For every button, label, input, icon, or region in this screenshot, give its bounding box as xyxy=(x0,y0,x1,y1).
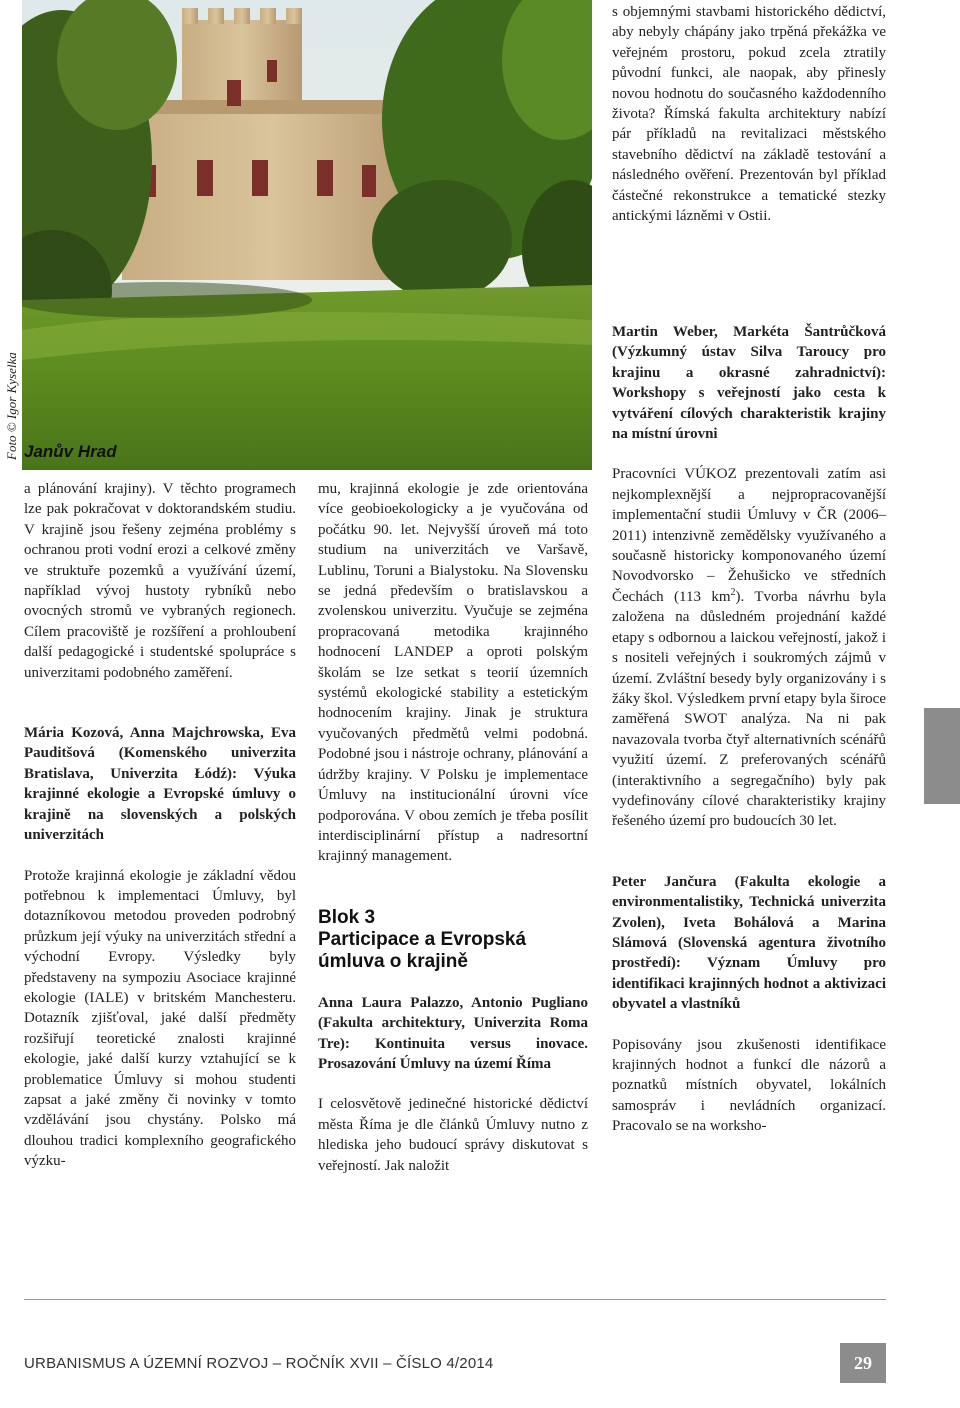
column-3 xyxy=(612,322,886,1137)
section-tab-marker xyxy=(924,708,960,804)
block-title xyxy=(318,907,588,973)
footer-rule xyxy=(24,1299,886,1300)
column-2 xyxy=(318,479,588,1176)
column3-paragraph-1-a: Pracovníci VÚKOZ prezentovali zatím asi nejkomplexnější a nejpropracovanější implementační studii Úmluvy v ČR (2006–2011) intenzivně zemědělsky využívaného a současně historicky komponovaného území Novodvorsko – Žehušicko ve středních Čechách (113 km xyxy=(612,466,886,605)
block-title-name: Participace a Evropská úmluva o krajině xyxy=(318,928,527,972)
column1-paragraph-2: Protože krajinná ekologie je základní vědou potřebnou k implementaci Úmluvy, byl dotazníkovou metodou proveden podrobný průzkum její výuky na univerzitách střední a východní Evropy. Výsledky byly představeny na sympoziu Asociace krajinné ekologie (IALE) v britském Manchesteru. Dotazník zjišťoval, jaké další předměty rozšiřují teoretické znalosti krajinné ekologie, jaké další kurzy vztahující se k problematice Úmluvy si mohou studenti zapsat a jaké změny či novinky v tomto vzdělávání jsou chystány. Polsko má dlouhou tradici komplexního geografického výzku- xyxy=(24,867,296,1170)
column-1 xyxy=(24,479,296,1172)
photo-credit xyxy=(4,300,18,460)
column1-article-heading: Mária Kozová, Anna Majchrowska, Eva Pauditšová (Komenského univerzita Bratislava, Univerzita Łódź): Výuka krajinné ekologie a Evropské úmluvy o krajině na slovenských a polských univerzitách xyxy=(24,725,296,844)
photo-caption: Janův Hrad xyxy=(24,442,117,461)
column3-paragraph-1 xyxy=(612,464,886,831)
castle-photo xyxy=(22,0,592,470)
block-title-number: Blok 3 xyxy=(318,906,376,928)
superscript: 2 xyxy=(730,586,736,598)
footer-journal-title: URBANISMUS A ÚZEMNÍ ROZVOJ – ROČNÍK XVII – ČÍSLO 4/2014 xyxy=(24,1355,494,1372)
column2-paragraph-1: mu, krajinná ekologie je zde orientována více geobioekologicky a je vyučována od počátku 90. let. Nejvyšší úroveň má toto studium na univerzitách ve Varšavě, Lublinu, Toruni a Bialystoku. Na Slovensku se jedná především o bratislavskou a zvolenskou univerzitu. Vyučuje se zejména propracovaná metodika krajinného hodnocení LANDEP a oproti polským školám se lze setkat s teorií územních systémů ekologické stability a estetickým hodnocením krajiny. Jinak je struktura vyučovaných předmětů velmi podobná. Podobné jsou i nástroje ochrany, plánování a údržby krajiny. V Polsku je implementace Úmluvy na institucionální úrovni více podporována. V obou zemích je třeba posílit interdisciplinární přístup a nadresortní krajinný management. xyxy=(318,481,588,865)
column2-paragraph-2: I celosvětově jedinečné historické dědictví města Říma je dle článků Úmluvy nutno z hlediska jeho budoucí správy diskutovat s veřejností. Jak naložit xyxy=(318,1096,588,1174)
column3-paragraph-1-b: ). Tvorba návrhu byla založena na důsledném projednání každé etapy s odbornou a laickou veřejností, jakož i s nositeli veřejných i soukromých zájmů v území. Zvláštní besedy byly organizovány i s žáky škol. Výsledkem první etapy byla široce zaměřená SWOT analýza. Na ni pak navazovala tvorba čtyř alternativních scénářů využití území. Z preferovaných scénářů (interaktivního a segregačního) byly pak vydefinovány cílové charakteristiky krajiny řešeného území pro budoucích 30 let. xyxy=(612,588,886,830)
page-number: 29 xyxy=(840,1343,886,1383)
column2-article-heading: Anna Laura Palazzo, Antonio Pugliano (Fakulta architektury, Univerzita Roma Tre): Kontinuita versus inovace. Prosazování Úmluvy na území Říma xyxy=(318,994,588,1072)
column3-heading-1: Martin Weber, Markéta Šantrůčková (Výzkumný ústav Silva Taroucy pro krajinu a okrasné zahradnictví): Workshopy s veřejností jako cesta k vytváření cílových charakteristik krajiny na místní úrovni xyxy=(612,324,886,443)
column3-paragraph-2: Popisovány jsou zkušenosti identifikace krajinných hodnot a funkcí dle názorů a poznatků místních obyvatel, lokálních samospráv i nevládních organizací. Pracovalo se na worksho- xyxy=(612,1036,886,1135)
column3-heading-2: Peter Jančura (Fakulta ekologie a environmentalistiky, Technická univerzita Zvolen), Iveta Bohálová a Marina Slámová (Slovenská agentura životního prostředí): Význam Úmluvy pro identifikaci krajinných hodnot a aktivizaci obyvatel a vlastníků xyxy=(612,873,886,1013)
photo-credit-text: Foto © Igor Kyselka xyxy=(4,352,19,460)
column1-paragraph-1: a plánování krajiny). V těchto programech lze pak pokračovat v doktorandském studiu. V krajině jsou řešeny zejména problémy s ochranou proti vodní erozi a celkové změny ve struktuře pozemků a využívání území, například vývoj hustoty rybníků nebo ovocných stromů ve vybraných regionech. Cílem pracoviště je rozšíření a prohloubení další pedagogické i studentské spolupráce s univerzitami podobného zaměření. xyxy=(24,481,296,681)
top-right-text: s objemnými stavbami historického dědictví, aby nebyly chápány jako trpěná překážka ve veřejném prostoru, pokud zcela ztratily původní funkci, ale naopak, aby přinesly novou hodnotu do současného každodenního života? Římská fakulta architektury nabízí pár příkladů na revitalizaci městského stavebního dědictví na základě testování a následného ověření. Prezentován byl příklad částečné rekonstrukce a tematické stezky antickými lázněmi v Ostii. xyxy=(612,4,886,225)
